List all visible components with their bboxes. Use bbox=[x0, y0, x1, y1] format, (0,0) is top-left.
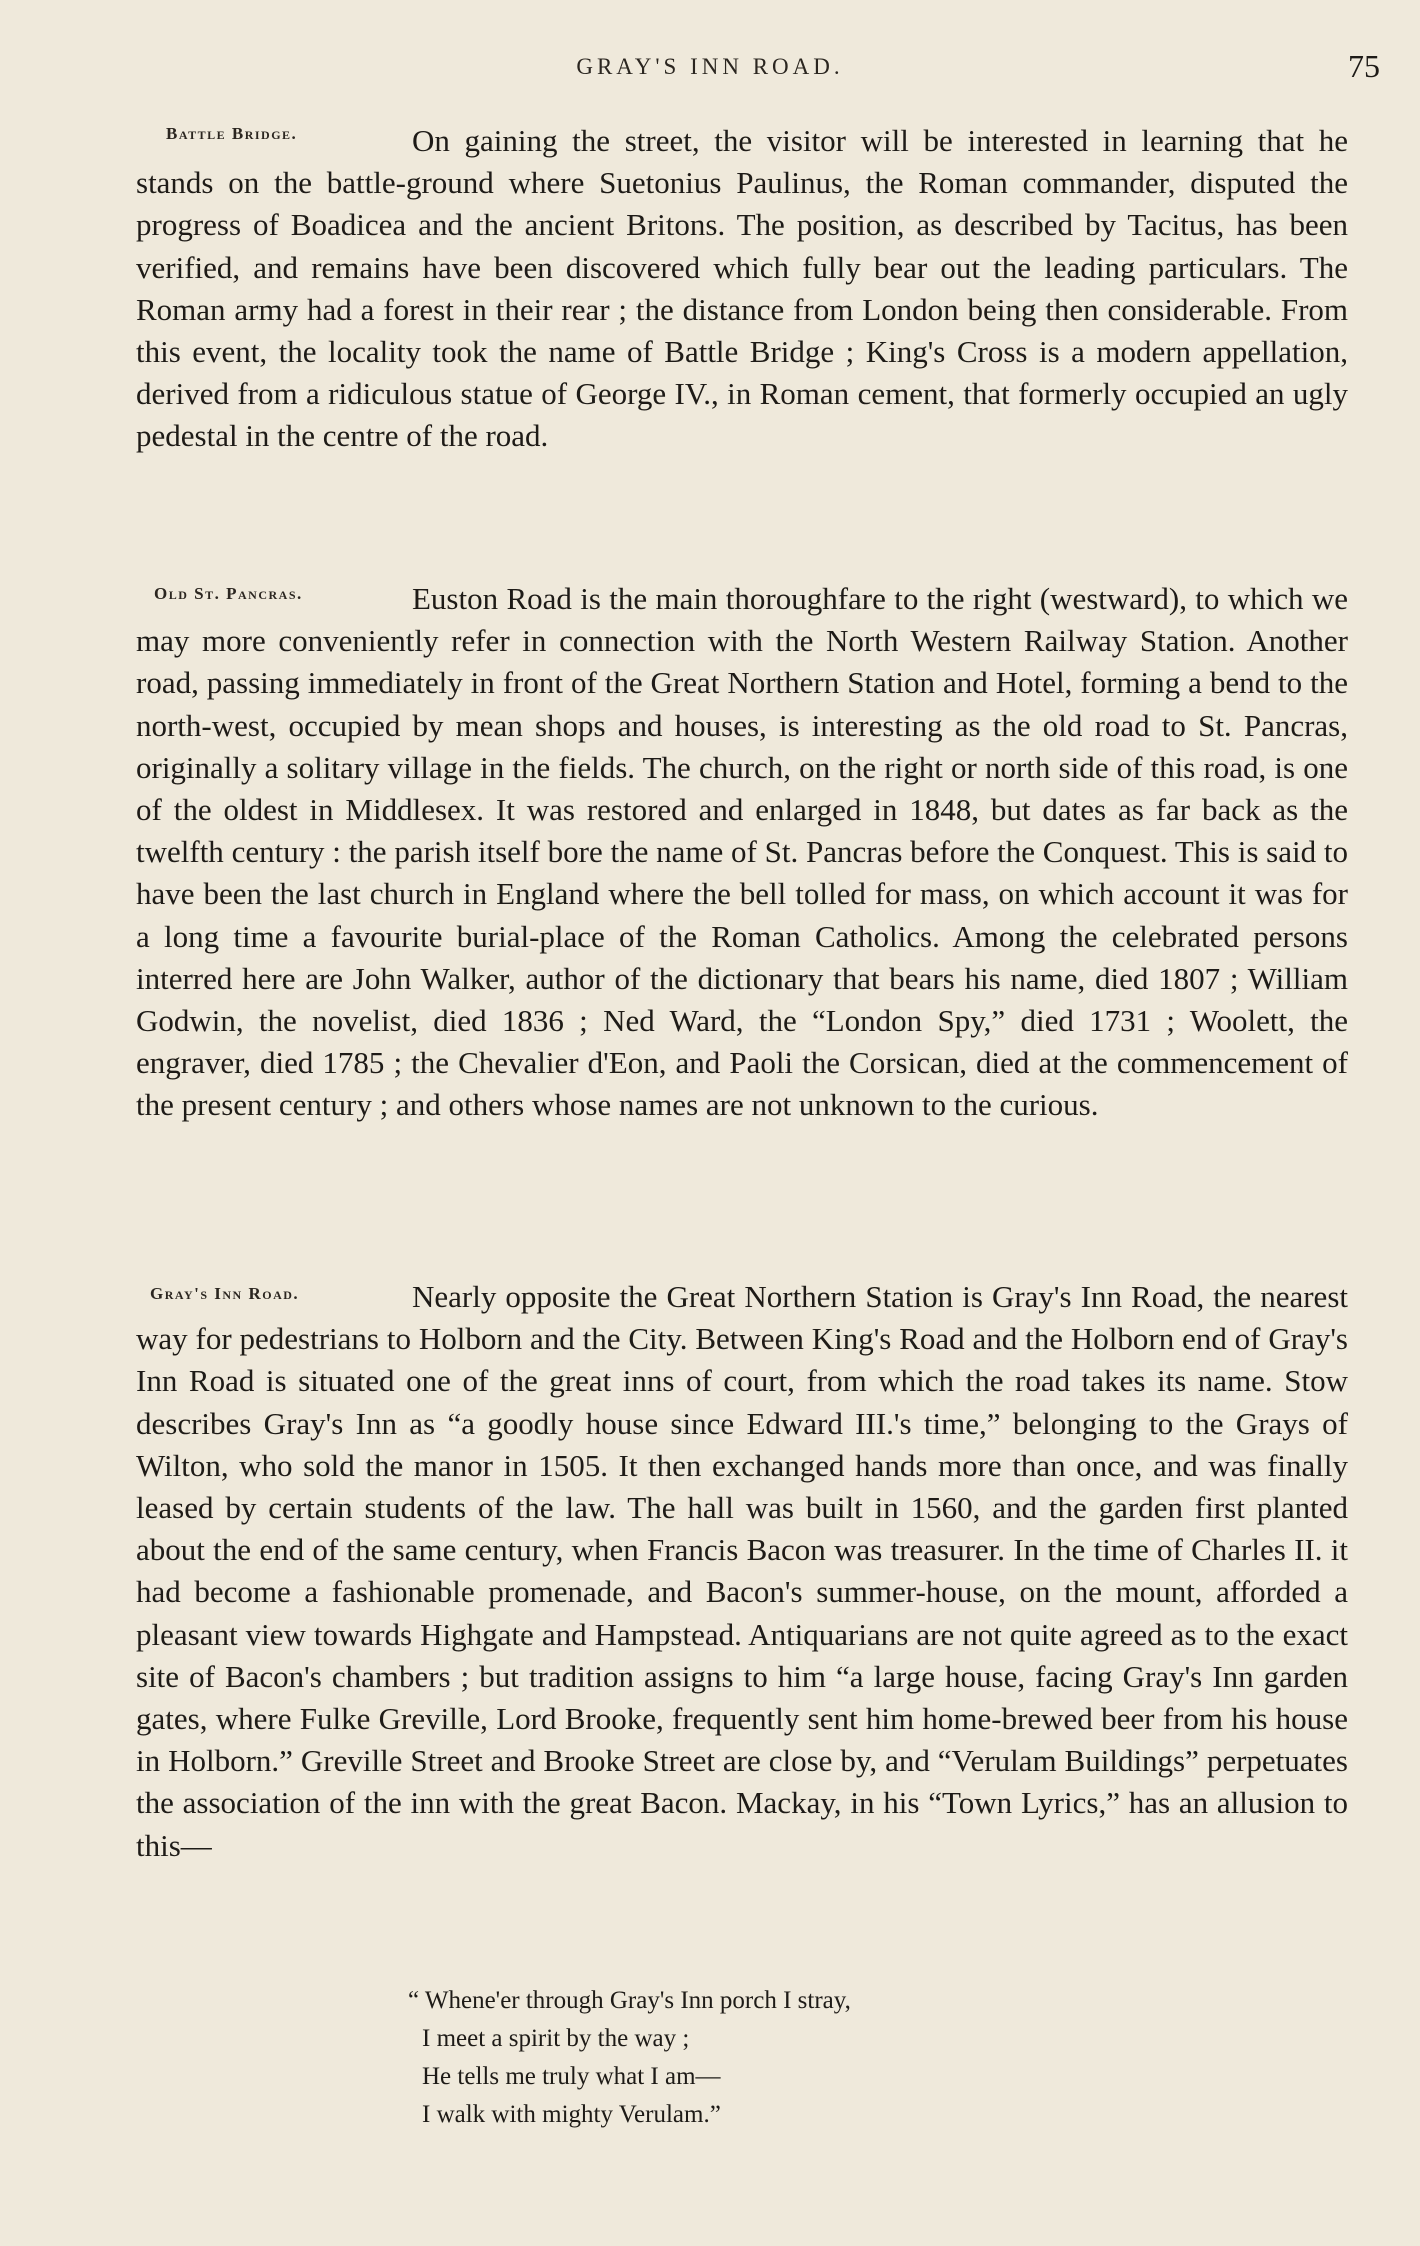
section-grays-inn-road bbox=[136, 1276, 1348, 1867]
page-number: 75 bbox=[1348, 48, 1380, 84]
paragraph-grays-inn-road: Nearly opposite the Great Northern Station is Gray's Inn Road, the nearest way for pedestrians to Holborn and the City. Between King's Road and the Holborn end of Gray's Inn Road is situated one of the great inns of court, from which the road takes its name. Stow describes Gray's Inn as “a goodly house since Edward III.'s time,” belonging to the Grays of Wilton, who sold the manor in 1505. It then exchanged hands more than once, and was finally leased by certain students of the law. The hall was built in 1560, and the garden first planted about the end of the same century, when Francis Bacon was treasurer. In the time of Charles II. it had become a fashionable promenade, and Bacon's summer-house, on the mount, afforded a pleasant view towards Highgate and Hampstead. Antiquarians are not quite agreed as to the exact site of Bacon's chambers ; but tradition assigns to him “a large house, facing Gray's Inn garden gates, where Fulke Greville, Lord Brooke, frequently sent him home-brewed beer from his house in Holborn.” Greville Street and Brooke Street are close by, and “Verulam Buildings” perpetuates the association of the inn with the great Bacon. Mackay, in his “Town Lyrics,” has an allusion to this— bbox=[136, 1279, 1348, 1863]
verse-quotation bbox=[408, 1982, 851, 2134]
section-old-st-pancras bbox=[136, 578, 1348, 1127]
verse-line: “ Whene'er through Gray's Inn porch I stray, bbox=[408, 1987, 851, 2014]
running-head bbox=[0, 48, 1420, 88]
section-battle-bridge bbox=[136, 120, 1348, 458]
verse-line: He tells me truly what I am— bbox=[422, 2063, 721, 2090]
side-label-old-st-pancras: Old St. Pancras. bbox=[154, 584, 303, 603]
side-label-battle-bridge: Battle Bridge. bbox=[166, 124, 298, 143]
side-label-grays-inn-road: Gray's Inn Road. bbox=[150, 1284, 300, 1303]
running-title: GRAY'S INN ROAD. bbox=[576, 54, 844, 79]
verse-line: I meet a spirit by the way ; bbox=[422, 2025, 690, 2052]
paragraph-old-st-pancras: Euston Road is the main thoroughfare to the right (westward), to which we may more conveniently refer in connection with the North Western Railway Station. Another road, passing immediately in front of the Great Northern Station and Hotel, forming a bend to the north-west, occupied by mean shops and houses, is interesting as the old road to St. Pancras, originally a solitary village in the fields. The church, on the right or north side of this road, is one of the oldest in Middlesex. It was restored and enlarged in 1848, but dates as far back as the twelfth century : the parish itself bore the name of St. Pancras before the Conquest. This is said to have been the last church in England where the bell tolled for mass, on which account it was for a long time a favourite burial-place of the Roman Catholics. Among the celebrated persons interred here are John Walker, author of the dictionary that bears his name, died 1807 ; William Godwin, the novelist, died 1836 ; Ned Ward, the “London Spy,” died 1731 ; Woolett, the engraver, died 1785 ; the Chevalier d'Eon, and Paoli the Corsican, died at the commencement of the present century ; and others whose names are not unknown to the curious. bbox=[136, 581, 1348, 1123]
verse-line: I walk with mighty Verulam.” bbox=[422, 2101, 721, 2128]
paragraph-battle-bridge: On gaining the street, the visitor will be interested in learning that he stands on the battle-ground where Suetonius Paulinus, the Roman commander, disputed the progress of Boadicea and the ancient Britons. The position, as described by Tacitus, has been verified, and remains have been discovered which fully bear out the leading particulars. The Roman army had a forest in their rear ; the distance from London being then considerable. From this event, the locality took the name of Battle Bridge ; King's Cross is a modern appellation, derived from a ridiculous statue of George IV., in Roman cement, that formerly occupied an ugly pedestal in the centre of the road. bbox=[136, 123, 1348, 454]
